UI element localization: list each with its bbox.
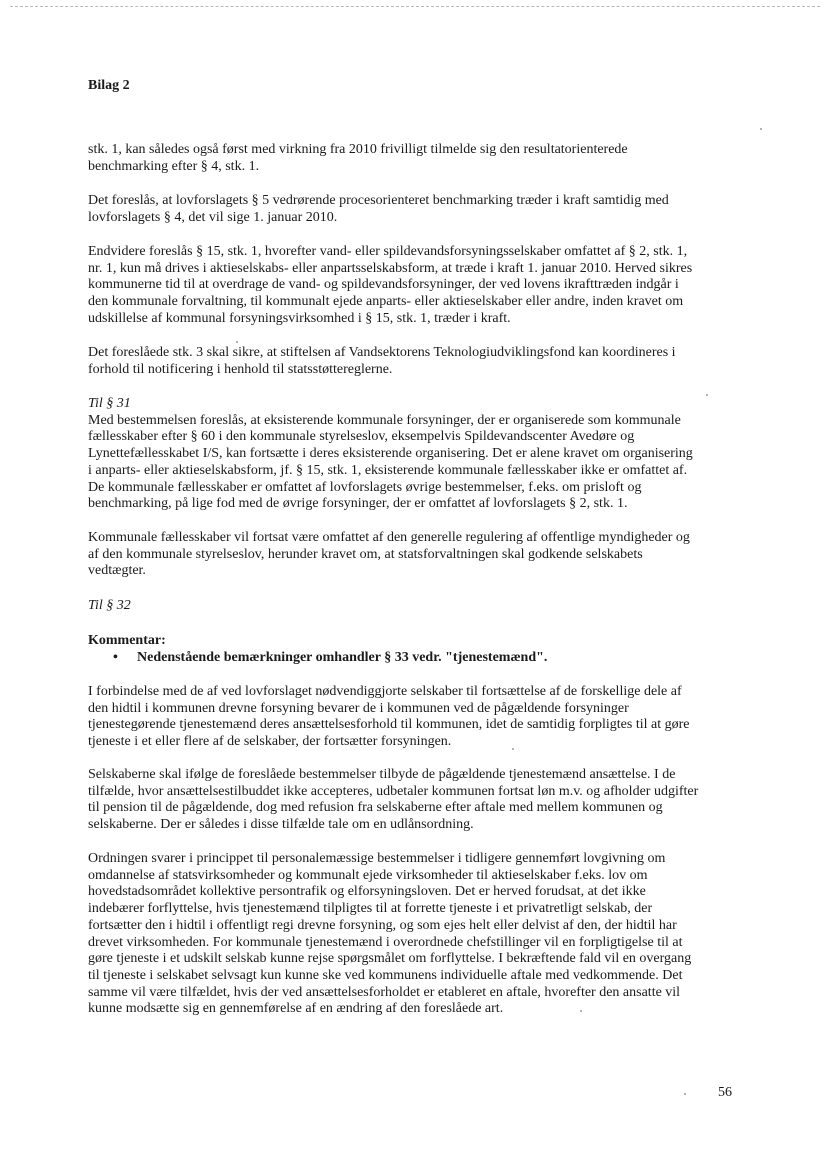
text-line: Det foreslåede stk. 3 skal sikre, at stiftelsen af Vandsektorens Teknologiudviklingsfond kan koordineres i	[88, 345, 676, 360]
text-line: tjenestegørende tjenestemænd deres ansættelsesforhold til kommunen, idet de samtidig forpligtes til at gøre	[88, 717, 690, 733]
section-heading-32: Til § 32	[88, 598, 131, 613]
text-line: vedtægter.	[88, 563, 146, 579]
text-line: Selskaberne skal ifølge de foreslåede bestemmelser tilbyde de pågældende tjenestemænd ansættelse. I de	[88, 767, 676, 782]
text-line: kunne modsætte sig en gennemførelse af en ændring af den foreslåede art.	[88, 1001, 504, 1017]
scan-speck	[706, 394, 708, 396]
text-line: lovforslagets § 4, det vil sige 1. januar 2010.	[88, 209, 338, 225]
comment-heading: Kommentar:	[88, 633, 166, 648]
text-line: I forbindelse med de af ved lovforslaget nødvendiggjorte selskaber til fortsættelse af de forskellige dele af	[88, 684, 682, 699]
text-line: fortsætter den i hidtil i offentligt regi drevne forsyning, og som ejes helt eller delvist af den, der hidtil har	[88, 917, 677, 933]
text-line: nr. 1, kun må drives i aktieselskabs- eller anpartsselskabsform, at træde i kraft 1. januar 2010. Herved sikres	[88, 260, 693, 276]
text-line: den kommunale forvaltning, til kommunalt ejede anparts- eller aktieselskaber eller andre, inden kravet om	[88, 294, 684, 310]
paragraph-4	[88, 345, 738, 378]
section-til-31	[88, 396, 738, 513]
text-line: Ordningen svarer i princippet til personalemæssige bestemmelser i tidligere gennemført lovgivning om	[88, 851, 666, 866]
text-line: fællesskaber efter § 60 i den kommunale styrelseslov, eksempelvis Spildevandscenter Avedøre og	[88, 429, 635, 445]
text-line: Med bestemmelsen foreslås, at eksisterende kommunale forsyninger, der er organiserede som kommunale	[88, 412, 681, 428]
page-header: Bilag 2	[88, 78, 130, 93]
section-heading-31: Til § 31	[88, 396, 131, 411]
text-line: tjeneste i et eller flere af de selskaber, der fortsætter forsyningen.	[88, 734, 452, 750]
text-line: drevet virksomheden. For kommunale tjenestemænd i overordnede chefstillinger vil en forpligtigelse til at	[88, 934, 683, 950]
text-line: stk. 1, kan således også først med virkning fra 2010 frivilligt tilmelde sig den resultatorienterede	[88, 142, 628, 157]
text-line: Kommunale fællesskaber vil fortsat være omfattet af den generelle regulering af offentlige myndigheder og	[88, 530, 690, 545]
bullet-icon: •	[113, 650, 118, 665]
text-line: De kommunale fællesskaber er omfattet af lovforslagets øvrige bestemmelser, f.eks. om prisloft og	[88, 479, 642, 495]
scan-speck	[512, 748, 514, 750]
text-line: i anparts- eller aktieselskabsform, jf. § 15, stk. 1, eksisterende kommunale fællesskaber ikke er omfattet af.	[88, 462, 688, 478]
text-line: selskaberne. Der er således i disse tilfælde tale om en udlånsordning.	[88, 817, 474, 833]
paragraph-2	[88, 193, 738, 226]
text-line: Lynettefællesskabet I/S, kan fortsætte i deres eksisterende organisering. Det er alene kravet om organisering	[88, 446, 693, 462]
text-line: gøre tjeneste i et udskilt selskab kunne rejse spørgsmålet om forflyttelse. I bekræftende fald vil en overgang	[88, 951, 692, 967]
text-line: udskillelse af kommunal forsyningsvirksomhed i § 15, stk. 1, træder i kraft.	[88, 310, 511, 326]
scan-speck	[580, 1010, 582, 1012]
paragraph-10	[88, 767, 738, 834]
paragraph-1	[88, 142, 738, 175]
bullet-item	[113, 650, 547, 666]
paragraph-3	[88, 244, 738, 328]
paragraph-11	[88, 851, 738, 1018]
page-number: 56	[718, 1085, 732, 1100]
text-line: benchmarking, på lige fod med de øvrige forsyninger, der er omfattet af lovforslagets § 2, stk. 1.	[88, 496, 628, 512]
text-line: kommunerne tid til at overdrage de vand- og spildevandsforsyninger, der ved lovens ikrafttræden indgår i	[88, 277, 679, 293]
text-line: til pension til de pågældende, dog med refusion fra selskaberne efter aftale med mellem kommunen og	[88, 800, 663, 816]
text-line: benchmarking efter § 4, stk. 1.	[88, 158, 260, 174]
text-line: indebærer forflyttelse, hvis tjenestemænd tilpligtes til at forrette tjeneste i et privatretligt selskab, der	[88, 901, 653, 917]
text-line: af den kommunale styrelseslov, herunder kravet om, at statsforvaltningen skal godkende selskabets	[88, 546, 643, 562]
text-line: den hidtil i kommunen drevne forsyning bevarer de i kommunen ved de pågældende forsyninger	[88, 700, 629, 716]
scan-speck	[684, 1093, 686, 1095]
scan-speck	[760, 128, 762, 130]
text-line: forhold til notificering i henhold til statsstøttereglerne.	[88, 361, 393, 377]
text-line: Det foreslås, at lovforslagets § 5 vedrørende procesorienteret benchmarking træder i kraft samtidig med	[88, 193, 669, 208]
scan-speck	[236, 341, 238, 343]
text-line: Endvidere foreslås § 15, stk. 1, hvorefter vand- eller spildevandsforsyningsselskaber omfattet af § 2, stk. 1,	[88, 244, 688, 259]
text-line: samme vil være tilfældet, hvis der ved ansættelsesforholdet er etableret en aftale, hvorefter den ansatte vil	[88, 984, 681, 1000]
bullet-text: Nedenstående bemærkninger omhandler § 33 vedr. "tjenestemænd".	[137, 650, 548, 665]
top-edge-line	[10, 6, 820, 7]
paragraph-9	[88, 684, 738, 751]
text-line: omdannelse af statsvirksomheder og kommunalt ejede virksomheder til aktieselskaber f.eks. lov om	[88, 867, 648, 883]
text-line: til tjeneste i selskabet selvsagt kun kunne ske ved kommunens individuelle aftale med vedkommende. Det	[88, 967, 683, 983]
paragraph-6	[88, 530, 738, 580]
text-line: hovedstadsområdet kollektive persontrafik og elforsyningsloven. Det er herved forudsat, at det ikke	[88, 884, 646, 900]
text-line: tilfælde, hvor ansættelsestilbuddet ikke accepteres, udbetaler kommunen fortsat løn m.v. og afholder udgifter	[88, 783, 699, 799]
